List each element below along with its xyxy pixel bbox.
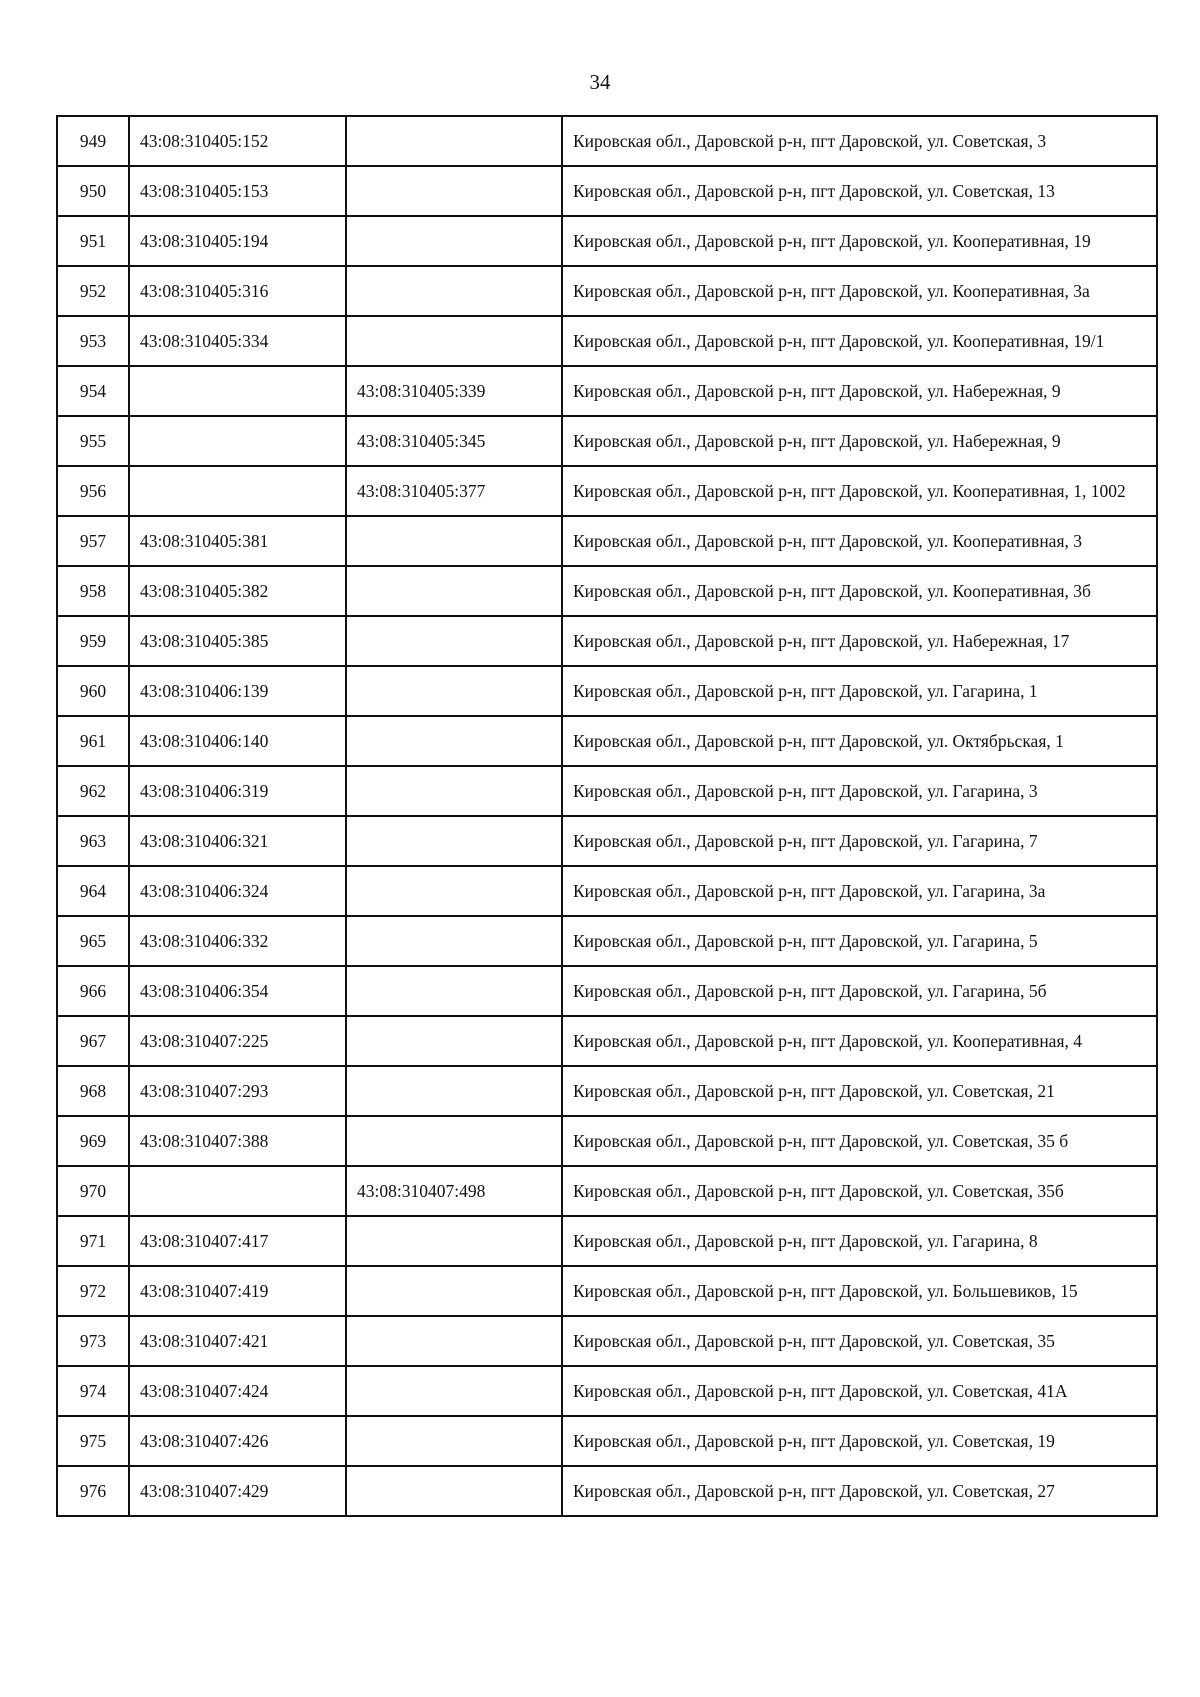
cadastral-number-building (346, 1266, 562, 1316)
cadastral-number-land (129, 416, 346, 466)
cadastral-number-building (346, 1366, 562, 1416)
row-number: 958 (57, 566, 129, 616)
address: Кировская обл., Даровской р-н, пгт Даровской, ул. Большевиков, 15 (562, 1266, 1157, 1316)
table-row (57, 1216, 1157, 1266)
table-row (57, 116, 1157, 166)
address: Кировская обл., Даровской р-н, пгт Даровской, ул. Октябрьская, 1 (562, 716, 1157, 766)
cadastral-number-building (346, 766, 562, 816)
cadastral-number-building: 43:08:310405:339 (346, 366, 562, 416)
page-number: 34 (589, 70, 611, 94)
address: Кировская обл., Даровской р-н, пгт Даровской, ул. Гагарина, 5б (562, 966, 1157, 1016)
table-row (57, 916, 1157, 966)
cadastral-number-land: 43:08:310406:332 (129, 916, 346, 966)
cadastral-number-building (346, 866, 562, 916)
table-row (57, 816, 1157, 866)
cadastral-number-land: 43:08:310406:354 (129, 966, 346, 1016)
cadastral-number-building (346, 266, 562, 316)
row-number: 949 (57, 116, 129, 166)
cadastral-number-land: 43:08:310405:334 (129, 316, 346, 366)
row-number: 953 (57, 316, 129, 366)
row-number: 962 (57, 766, 129, 816)
table-row (57, 316, 1157, 366)
row-number: 968 (57, 1066, 129, 1116)
cadastral-table (56, 115, 1158, 1517)
address: Кировская обл., Даровской р-н, пгт Даровской, ул. Набережная, 9 (562, 366, 1157, 416)
cadastral-number-building (346, 1216, 562, 1266)
table-row (57, 1466, 1157, 1516)
cadastral-number-land: 43:08:310405:382 (129, 566, 346, 616)
table-row (57, 966, 1157, 1016)
row-number: 956 (57, 466, 129, 516)
address: Кировская обл., Даровской р-н, пгт Даровской, ул. Советская, 35 (562, 1316, 1157, 1366)
cadastral-number-building (346, 666, 562, 716)
row-number: 972 (57, 1266, 129, 1316)
cadastral-number-land: 43:08:310407:429 (129, 1466, 346, 1516)
cadastral-number-building (346, 716, 562, 766)
cadastral-number-land: 43:08:310406:139 (129, 666, 346, 716)
cadastral-number-building (346, 1116, 562, 1166)
cadastral-number-land (129, 466, 346, 516)
cadastral-number-land: 43:08:310405:194 (129, 216, 346, 266)
row-number: 954 (57, 366, 129, 416)
cadastral-number-land: 43:08:310407:225 (129, 1016, 346, 1066)
cadastral-number-land: 43:08:310405:381 (129, 516, 346, 566)
cadastral-number-land: 43:08:310406:321 (129, 816, 346, 866)
table-row (57, 866, 1157, 916)
table-row (57, 516, 1157, 566)
table-row (57, 416, 1157, 466)
cadastral-number-land: 43:08:310406:324 (129, 866, 346, 916)
cadastral-number-building (346, 316, 562, 366)
address: Кировская обл., Даровской р-н, пгт Даровской, ул. Кооперативная, 19/1 (562, 316, 1157, 366)
cadastral-number-building: 43:08:310407:498 (346, 1166, 562, 1216)
row-number: 959 (57, 616, 129, 666)
table-row (57, 1166, 1157, 1216)
row-number: 957 (57, 516, 129, 566)
cadastral-number-land (129, 1166, 346, 1216)
address: Кировская обл., Даровской р-н, пгт Даровской, ул. Советская, 3 (562, 116, 1157, 166)
address: Кировская обл., Даровской р-н, пгт Даровской, ул. Кооперативная, 19 (562, 216, 1157, 266)
cadastral-number-land: 43:08:310405:316 (129, 266, 346, 316)
table-row (57, 1416, 1157, 1466)
cadastral-number-building (346, 1466, 562, 1516)
address: Кировская обл., Даровской р-н, пгт Даровской, ул. Советская, 19 (562, 1416, 1157, 1466)
table-row (57, 1266, 1157, 1316)
address: Кировская обл., Даровской р-н, пгт Даровской, ул. Кооперативная, 1, 1002 (562, 466, 1157, 516)
table-row (57, 1016, 1157, 1066)
row-number: 952 (57, 266, 129, 316)
cadastral-number-land: 43:08:310405:153 (129, 166, 346, 216)
row-number: 965 (57, 916, 129, 966)
address: Кировская обл., Даровской р-н, пгт Даровской, ул. Набережная, 17 (562, 616, 1157, 666)
row-number: 974 (57, 1366, 129, 1416)
row-number: 963 (57, 816, 129, 866)
cadastral-number-land: 43:08:310407:424 (129, 1366, 346, 1416)
address: Кировская обл., Даровской р-н, пгт Даровской, ул. Гагарина, 7 (562, 816, 1157, 866)
cadastral-number-land: 43:08:310407:419 (129, 1266, 346, 1316)
row-number: 951 (57, 216, 129, 266)
row-number: 960 (57, 666, 129, 716)
cadastral-number-building (346, 116, 562, 166)
cadastral-number-building (346, 516, 562, 566)
table-row (57, 666, 1157, 716)
cadastral-number-building (346, 1016, 562, 1066)
address: Кировская обл., Даровской р-н, пгт Даровской, ул. Набережная, 9 (562, 416, 1157, 466)
cadastral-number-building: 43:08:310405:377 (346, 466, 562, 516)
cadastral-number-building (346, 1066, 562, 1116)
cadastral-number-building (346, 816, 562, 866)
row-number: 975 (57, 1416, 129, 1466)
address: Кировская обл., Даровской р-н, пгт Даровской, ул. Кооперативная, 3б (562, 566, 1157, 616)
address: Кировская обл., Даровской р-н, пгт Даровской, ул. Советская, 21 (562, 1066, 1157, 1116)
table-row (57, 216, 1157, 266)
cadastral-number-building (346, 1316, 562, 1366)
cadastral-number-building (346, 216, 562, 266)
cadastral-number-building (346, 916, 562, 966)
address: Кировская обл., Даровской р-н, пгт Даровской, ул. Кооперативная, 3 (562, 516, 1157, 566)
row-number: 966 (57, 966, 129, 1016)
cadastral-number-land: 43:08:310407:388 (129, 1116, 346, 1166)
table-row (57, 1366, 1157, 1416)
row-number: 961 (57, 716, 129, 766)
address: Кировская обл., Даровской р-н, пгт Даровской, ул. Кооперативная, 4 (562, 1016, 1157, 1066)
cadastral-number-land: 43:08:310406:319 (129, 766, 346, 816)
row-number: 967 (57, 1016, 129, 1066)
row-number: 970 (57, 1166, 129, 1216)
table-row (57, 716, 1157, 766)
address: Кировская обл., Даровской р-н, пгт Даровской, ул. Гагарина, 3 (562, 766, 1157, 816)
address: Кировская обл., Даровской р-н, пгт Даровской, ул. Советская, 27 (562, 1466, 1157, 1516)
table-row (57, 266, 1157, 316)
address: Кировская обл., Даровской р-н, пгт Даровской, ул. Советская, 41А (562, 1366, 1157, 1416)
cadastral-number-building: 43:08:310405:345 (346, 416, 562, 466)
cadastral-number-land: 43:08:310407:417 (129, 1216, 346, 1266)
address: Кировская обл., Даровской р-н, пгт Даровской, ул. Советская, 13 (562, 166, 1157, 216)
cadastral-number-land: 43:08:310407:293 (129, 1066, 346, 1116)
row-number: 964 (57, 866, 129, 916)
row-number: 969 (57, 1116, 129, 1166)
table-row (57, 616, 1157, 666)
address: Кировская обл., Даровской р-н, пгт Даровской, ул. Советская, 35 б (562, 1116, 1157, 1166)
table-row (57, 166, 1157, 216)
cadastral-number-building (346, 1416, 562, 1466)
row-number: 971 (57, 1216, 129, 1266)
cadastral-number-land (129, 366, 346, 416)
address: Кировская обл., Даровской р-н, пгт Даровской, ул. Гагарина, 1 (562, 666, 1157, 716)
row-number: 976 (57, 1466, 129, 1516)
cadastral-number-land: 43:08:310406:140 (129, 716, 346, 766)
row-number: 973 (57, 1316, 129, 1366)
row-number: 955 (57, 416, 129, 466)
table-row (57, 1066, 1157, 1116)
address: Кировская обл., Даровской р-н, пгт Даровской, ул. Гагарина, 8 (562, 1216, 1157, 1266)
cadastral-number-land: 43:08:310407:426 (129, 1416, 346, 1466)
address: Кировская обл., Даровской р-н, пгт Даровской, ул. Советская, 35б (562, 1166, 1157, 1216)
table-row (57, 366, 1157, 416)
address: Кировская обл., Даровской р-н, пгт Даровской, ул. Кооперативная, 3а (562, 266, 1157, 316)
cadastral-number-land: 43:08:310405:385 (129, 616, 346, 666)
table-row (57, 566, 1157, 616)
cadastral-number-building (346, 616, 562, 666)
cadastral-number-land: 43:08:310407:421 (129, 1316, 346, 1366)
table-row (57, 766, 1157, 816)
row-number: 950 (57, 166, 129, 216)
address: Кировская обл., Даровской р-н, пгт Даровской, ул. Гагарина, 5 (562, 916, 1157, 966)
cadastral-number-building (346, 966, 562, 1016)
address: Кировская обл., Даровской р-н, пгт Даровской, ул. Гагарина, 3а (562, 866, 1157, 916)
table-row (57, 1116, 1157, 1166)
cadastral-number-land: 43:08:310405:152 (129, 116, 346, 166)
cadastral-number-building (346, 166, 562, 216)
table-row (57, 1316, 1157, 1366)
table-row (57, 466, 1157, 516)
cadastral-number-building (346, 566, 562, 616)
